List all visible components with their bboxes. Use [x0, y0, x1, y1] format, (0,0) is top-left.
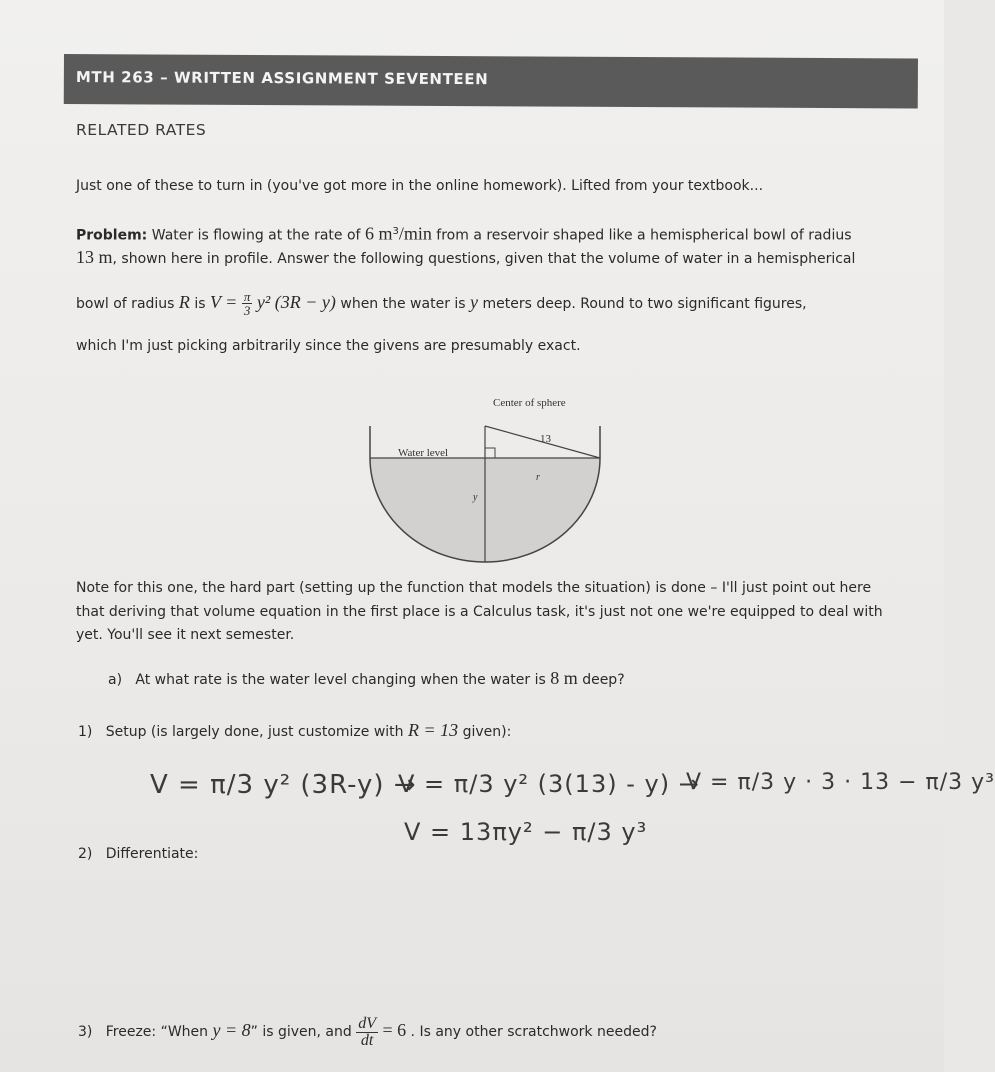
step-formula: y = 8 — [212, 1020, 251, 1040]
fraction-den: 3 — [243, 303, 251, 319]
step-3 — [78, 1010, 657, 1052]
var-y: y — [470, 292, 479, 312]
note-line-2: that deriving that volume equation in the first place is a Calculus task, it's just not one we're equipped to deal with — [76, 604, 883, 620]
step-text: Differentiate: — [105, 846, 199, 862]
formula-fraction — [242, 290, 253, 317]
fraction-den: dt — [360, 1031, 374, 1049]
section-title: RELATED RATES — [76, 121, 207, 139]
radius-label: 13 — [540, 433, 551, 445]
intro-text: Just one of these to turn in (you've got more in the online homework). Lifted from your textbook... — [76, 178, 764, 194]
formula-lhs: V = — [210, 292, 238, 312]
center-label: Center of sphere — [493, 397, 566, 409]
rate-unit: /min — [398, 223, 432, 244]
problem-text: , shown here in profile. Answer the following questions, given that the volume of water in a hemispherical — [112, 251, 856, 267]
step-2 — [78, 844, 198, 864]
dv-dt-fraction — [356, 1016, 378, 1049]
fraction-num: dV — [358, 1014, 376, 1032]
step-number: 3) — [78, 1024, 93, 1040]
r-label: r — [536, 472, 540, 483]
problem-line-1 — [76, 220, 896, 248]
formula-rhs: y² (3R − y) — [256, 292, 336, 312]
problem-text: is — [194, 296, 206, 312]
question-label: a) — [108, 672, 123, 688]
step-formula: R = 13 — [407, 720, 459, 740]
radius-value: 13 m — [76, 247, 113, 267]
depth-value: 8 m — [550, 668, 578, 688]
note-line-3: yet. You'll see it next semester. — [76, 627, 295, 643]
problem-line-3 — [76, 287, 896, 319]
note-line-1: Note for this one, the hard part (setting up the function that models the situation) is done – I'll just point out here — [76, 580, 872, 596]
step-text: . Is any other scratchwork needed? — [410, 1024, 657, 1040]
step-text: Setup (is largely done, just customize with — [105, 724, 404, 740]
handwritten-setup-1: V = π/3 y² (3R-y) → — [150, 770, 417, 800]
y-label: y — [473, 492, 478, 503]
step-number: 1) — [78, 724, 93, 740]
problem-text: when the water is — [340, 296, 466, 312]
water-level-label: Water level — [398, 447, 449, 459]
problem-text: Water is flowing at the rate of — [151, 227, 361, 244]
handwritten-setup-4: V = 13πy² − π/3 y³ — [404, 818, 648, 846]
assignment-header — [64, 54, 918, 108]
problem-line-4: which I'm just picking arbitrarily since the givens are presumably exact. — [76, 338, 581, 354]
rate-equals: = 6 — [382, 1020, 407, 1040]
problem-line-2 — [76, 246, 896, 271]
step-1 — [78, 718, 511, 744]
hemisphere-diagram — [360, 390, 610, 570]
step-text: Freeze: “When — [105, 1024, 209, 1040]
problem-text: from a reservoir shaped like a hemispherical bowl of radius — [436, 227, 852, 244]
problem-label: Problem: — [76, 227, 148, 244]
assignment-title: MTH 263 – WRITTEN ASSIGNMENT SEVENTEEN — [75, 68, 489, 89]
handwritten-setup-3: V = π/3 y · 3 · 13 − π/3 y³ — [686, 770, 995, 795]
rate-value: 6 m — [364, 223, 393, 244]
step-number: 2) — [78, 846, 93, 862]
handwritten-setup-2: V = π/3 y² (3(13) - y) → — [398, 770, 700, 798]
var-R: R — [178, 292, 190, 312]
question-a — [108, 666, 625, 692]
step-text: given): — [462, 724, 512, 740]
fraction-num: π — [243, 289, 251, 305]
rate-exponent: 3 — [392, 226, 399, 237]
question-text: At what rate is the water level changing when the water is — [135, 672, 546, 688]
problem-text: meters deep. Round to two significant figures, — [482, 296, 807, 312]
step-text: ” is given, and — [250, 1024, 352, 1040]
right-angle-mark — [485, 448, 495, 458]
question-text: deep? — [582, 672, 625, 688]
volume-formula — [210, 289, 340, 319]
problem-text: bowl of radius — [76, 296, 175, 312]
